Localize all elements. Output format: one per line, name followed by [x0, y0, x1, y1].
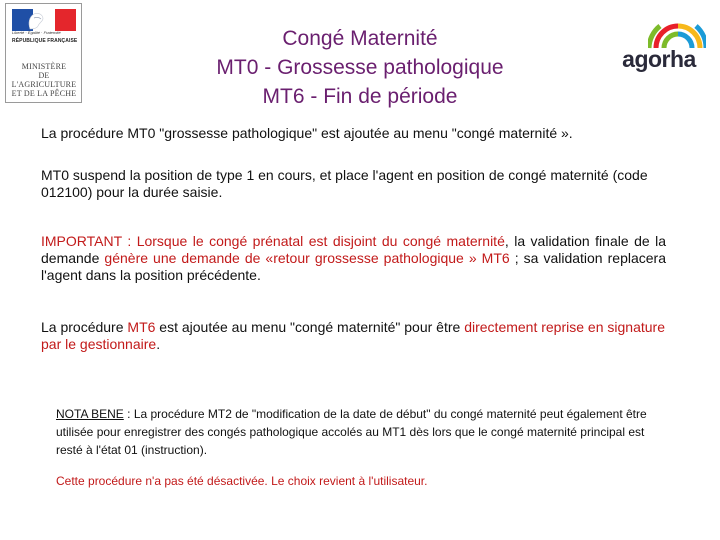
- agorha-arcs-icon: [648, 8, 706, 50]
- nota-bene-label: NOTA BENE: [56, 407, 124, 421]
- nota-bene-text: La procédure MT2 de "modification de la date de début" du congé maternité peut également être utilisée pour enregistrer des congés pathologique accolés au MT1 dès lors que le congé maternité principal est resté à l'état 01 (instruction).: [56, 407, 647, 457]
- important-text-c: ; sa validation replacera l'agent dans la position précédente.: [41, 250, 666, 283]
- ministry-name: [8, 62, 80, 98]
- ministry-line-3: ET DE LA PÊCHE: [11, 89, 77, 98]
- marianne-emblem-icon: [12, 9, 76, 31]
- ministry-logo: [5, 3, 82, 103]
- mt6-red-text: directement reprise en signature par le gestionnaire: [41, 319, 665, 352]
- paragraph-mt6-added: [41, 319, 666, 353]
- mt6-text-a: La procédure: [41, 319, 128, 335]
- agorha-wordmark: agorha: [622, 46, 696, 72]
- important-red-text: IMPORTANT : Lorsque le congé prénatal est disjoint du congé maternité: [41, 233, 505, 249]
- motto-text: Liberté · Égalité · Fraternité: [12, 30, 61, 35]
- title-line-3: MT6 - Fin de période: [262, 85, 458, 108]
- ministry-line-1: MINISTÈRE: [21, 62, 67, 71]
- nota-bene: [56, 405, 672, 459]
- important-text-a: la validation finale de la demande: [41, 233, 666, 266]
- title-line-2: MT0 - Grossesse pathologique: [216, 56, 504, 79]
- ministry-line-2: DE L'AGRICULTURE: [11, 71, 77, 89]
- closing-note: Cette procédure n'a pas été désactivée. Le choix revient à l'utilisateur.: [56, 474, 428, 488]
- mt6-code: MT6: [127, 319, 156, 335]
- nota-bene-sep: :: [123, 407, 134, 421]
- title-line-1: Congé Maternité: [282, 27, 438, 50]
- paragraph-mt0-added: La procédure MT0 "grossesse pathologique" est ajoutée au menu "congé maternité ».: [41, 125, 573, 141]
- mt6-text-e: .: [156, 336, 161, 352]
- paragraph-mt0-suspends: MT0 suspend la position de type 1 en cours, et place l'agent en position de congé maternité (code 012100) pour la durée saisie.: [41, 167, 648, 200]
- republic-text: RÉPUBLIQUE FRANÇAISE: [12, 38, 78, 44]
- mt6-text-c: est ajoutée au menu "congé maternité" pour être: [155, 319, 465, 335]
- important-comma: ,: [504, 233, 515, 249]
- slide-title: [150, 24, 570, 111]
- agorha-logo: [610, 8, 708, 72]
- important-red-text-b: génère une demande de «retour grossesse pathologique » MT6: [104, 250, 510, 266]
- paragraph-important: [41, 233, 666, 284]
